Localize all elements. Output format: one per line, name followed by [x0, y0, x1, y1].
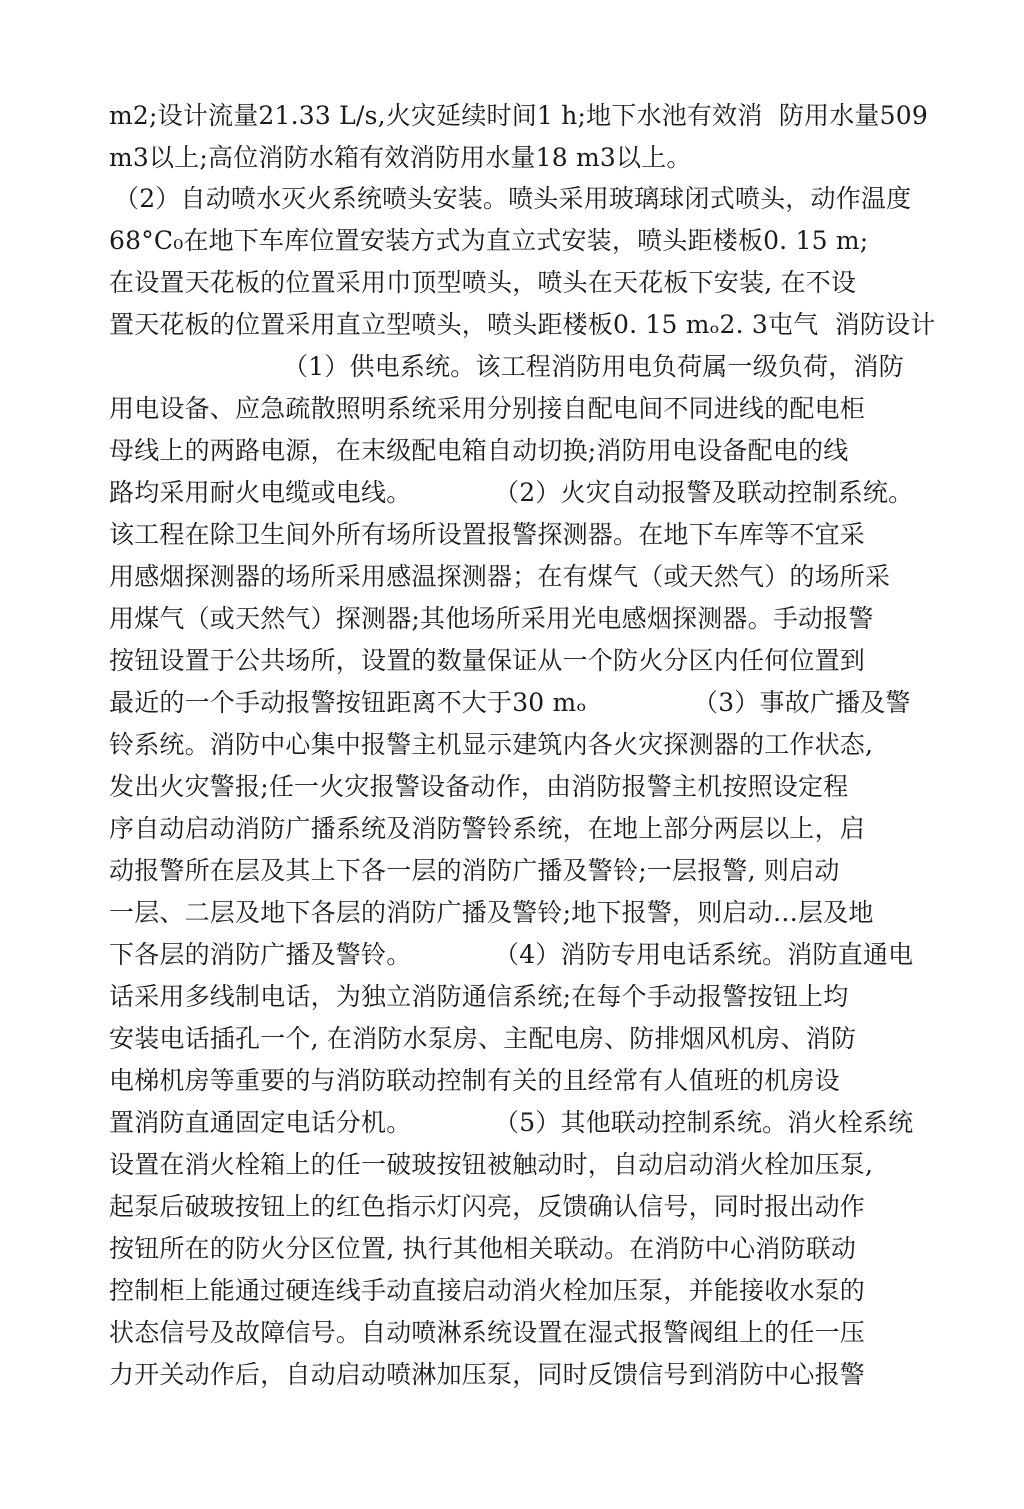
- text-line-16: 铃系统。消防中心集中报警主机显示建筑内各火灾探测器的工作状态,: [109, 730, 874, 759]
- text-line-27: 起泵后破玻按钮上的红色指示灯闪亮，反馈确认信号，同时报出动作: [109, 1192, 866, 1221]
- text-line-23: 安装电话插孔一个, 在消防水泵房、主配电房、防排烟风机房、消防: [109, 1024, 857, 1053]
- text-line-1: m2;设计流量21.33 L/s,火灾延续时间1 h;地下水池有效消 防用水量509: [109, 101, 928, 130]
- text-line-3: （2）自动喷水灭火系统喷头安装。喷头采用玻璃球闭式喷头，动作温度: [114, 184, 912, 213]
- text-line-21b: （4）消防专用电话系统。消防直通电: [494, 940, 914, 969]
- text-line-2: m3以上;高位消防水箱有效消防用水量18 m3以上。: [109, 143, 692, 172]
- text-line-30: 状态信号及故障信号。自动喷淋系统设置在湿式报警阀组上的任一压: [109, 1318, 866, 1347]
- text-line-22: 话采用多线制电话，为独立消防通信系统;在每个手动报警按钮上均: [109, 982, 849, 1011]
- text-line-15b: （3）事故广播及警: [693, 688, 911, 717]
- text-line-21a: 下各层的消防广播及警铃。: [109, 940, 412, 969]
- text-line-25a: 置消防直通固定电话分机。: [109, 1108, 412, 1137]
- text-line-12: 用感烟探测器的场所采用感温探测器；在有煤气（或天然气）的场所采: [109, 562, 891, 591]
- text-line-10a: 路均采用耐火电缆或电线。: [109, 478, 412, 507]
- text-line-15a: 最近的一个手动报警按钮距离不大于30 mₒ: [109, 688, 587, 717]
- text-line-5: 在设置天花板的位置采用巾顶型喷头，喷头在天花板下安装, 在不设: [109, 268, 857, 297]
- text-line-25b: （5）其他联动控制系统。消火栓系统: [494, 1108, 914, 1137]
- text-line-11: 该工程在除卫生间外所有场所设置报警探测器。在地下车库等不宜采: [109, 520, 866, 549]
- text-line-8: 用电设备、应急疏散照明系统采用分别接自配电间不同进线的配电柜: [109, 394, 866, 423]
- text-line-6: 置天花板的位置采用直立型喷头，喷头距楼板0. 15 mₒ2. 3屯气 消防设计: [109, 310, 936, 339]
- text-line-31: 力开关动作后，自动启动喷淋加压泵，同时反馈信号到消防中心报警: [109, 1360, 866, 1389]
- text-line-19: 动报警所在层及其上下各一层的消防广播及警铃;一层报警, 则启动: [109, 856, 840, 885]
- text-line-20: 一层、二层及地下各层的消防广播及警铃;地下报警，则启动…层及地: [109, 898, 874, 927]
- text-line-4: 68°C₀在地下车库位置安装方式为直立式安装，喷头距楼板0. 15 m;: [109, 226, 869, 255]
- text-line-24: 电梯机房等重要的与消防联动控制有关的且经常有人值班的机房设: [109, 1066, 840, 1095]
- text-line-29: 控制柜上能通过硬连线手动直接启动消火栓加压泵，并能接收水泵的: [109, 1276, 866, 1305]
- text-line-14: 按钮设置于公共场所，设置的数量保证从一个防火分区内任何位置到: [109, 646, 866, 675]
- text-line-10b: （2）火灾自动报警及联动控制系统。: [494, 478, 914, 507]
- text-line-9: 母线上的两路电源，在末级配电箱自动切换;消防用电设备配电的线: [109, 436, 849, 465]
- text-line-26: 设置在消火栓箱上的任一破玻按钮被触动时，自动启动消火栓加压泵,: [109, 1150, 874, 1179]
- text-line-28: 按钮所在的防火分区位置, 执行其他相关联动。在消防中心消防联动: [109, 1234, 857, 1263]
- text-line-17: 发出火灾警报;任一火灾报警设备动作，由消防报警主机按照设定程: [109, 772, 849, 801]
- text-line-18: 序自动启动消防广播系统及消防警铃系统，在地上部分两层以上，启: [109, 814, 866, 843]
- text-line-13: 用煤气（或天然气）探测器;其他场所采用光电感烟探测器。手动报警: [109, 604, 874, 633]
- text-line-7: （1）供电系统。该工程消防用电负荷属一级负荷，消防: [283, 352, 904, 381]
